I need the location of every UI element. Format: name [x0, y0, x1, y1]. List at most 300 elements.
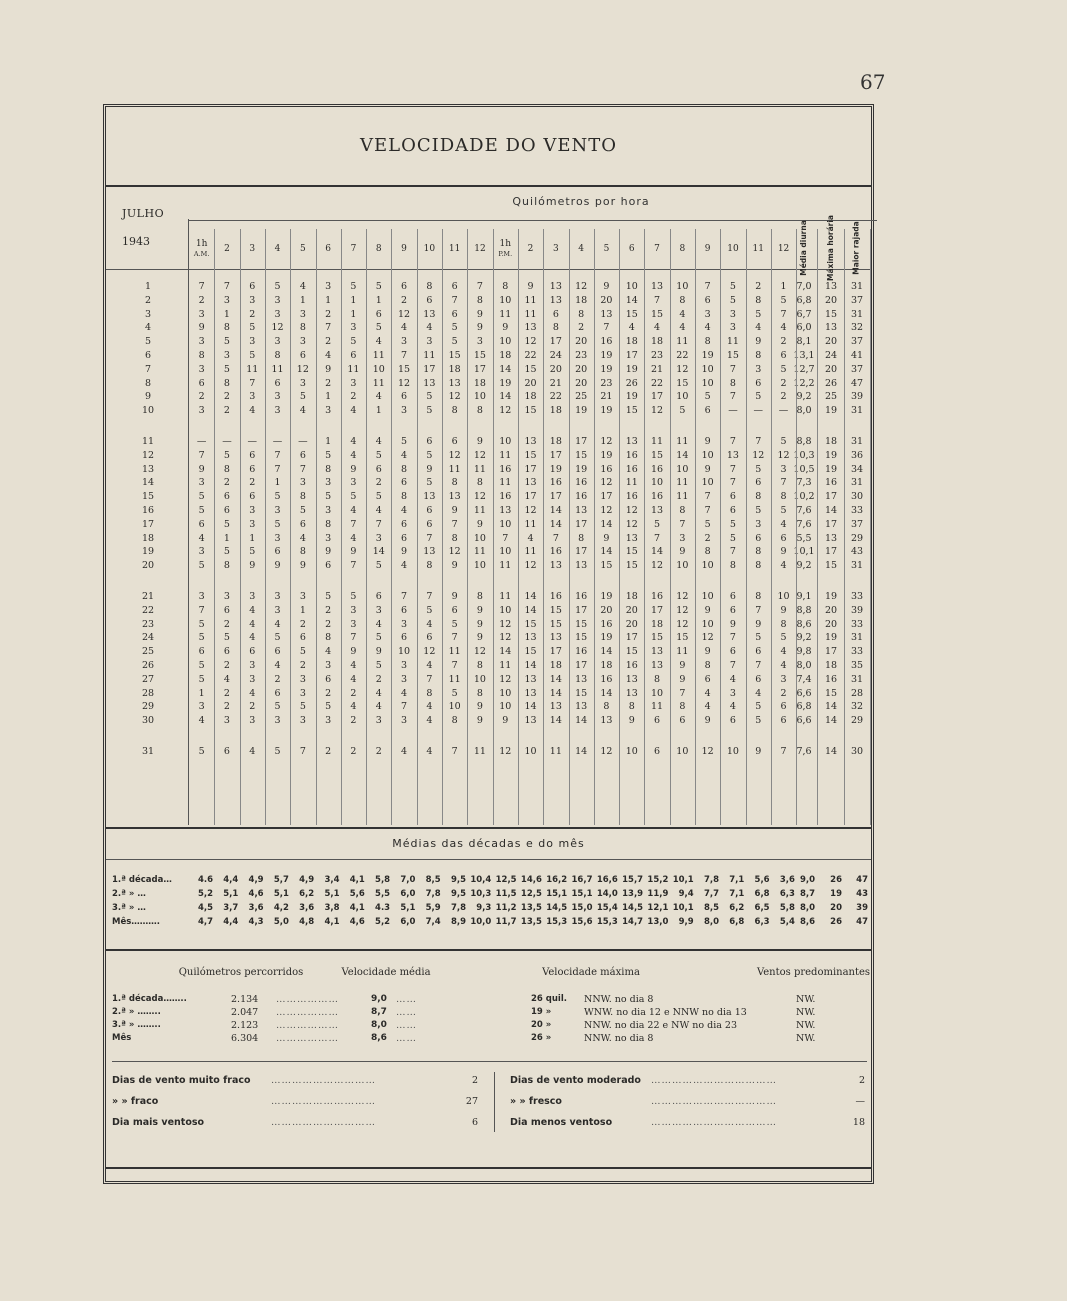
hour-value: 2 — [223, 477, 230, 489]
hour-value: 4 — [249, 604, 256, 616]
hour-value: 20 — [575, 363, 588, 375]
hour-value: 10 — [701, 591, 714, 602]
hour-value: 12 — [499, 618, 512, 630]
hour-value: 8 — [628, 701, 635, 713]
day-number: 26 — [141, 660, 155, 671]
mean-speed-value: 8,6 — [371, 1033, 387, 1043]
hour-value: 6 — [375, 591, 382, 602]
hour-value: 6 — [401, 518, 408, 530]
hour-value: 13 — [524, 715, 537, 727]
hour-value: 9 — [451, 591, 458, 602]
leader-dots: ……………… — [276, 1033, 339, 1044]
hour-value: 3 — [704, 308, 711, 320]
means-value: 4,4 — [223, 875, 239, 885]
hour-value: 11 — [372, 350, 385, 361]
hour-value: 2 — [325, 687, 332, 699]
hour-value: 14 — [575, 715, 588, 727]
hour-value: 6 — [729, 715, 736, 727]
count-label: Dia menos ventoso — [510, 1117, 613, 1128]
hour-value: 3 — [299, 591, 306, 602]
hour-value: 10 — [676, 746, 689, 757]
means-value: 5,6 — [754, 875, 770, 885]
hourly-max: 20 — [824, 618, 838, 630]
hour-value: 16 — [625, 491, 638, 503]
column-divider — [870, 229, 871, 825]
hour-value: 3 — [198, 363, 205, 375]
table-row — [106, 504, 877, 517]
hour-value: 2 — [299, 660, 306, 671]
divider — [106, 185, 871, 187]
means-value: 16,2 — [546, 875, 568, 885]
hour-value: 20 — [625, 604, 638, 616]
hourly-max: 16 — [824, 477, 838, 489]
day-number: 11 — [141, 436, 155, 447]
hour-value: 1 — [350, 308, 357, 320]
daily-mean: 8,8 — [796, 604, 812, 616]
hour-value: 3 — [198, 591, 205, 602]
hour-value: 6 — [780, 715, 787, 727]
day-number: 6 — [144, 350, 152, 361]
hour-value: 11 — [676, 491, 689, 503]
table-row — [106, 349, 877, 362]
daily-mean: 6,6 — [796, 687, 812, 699]
hour-value: 4 — [527, 532, 534, 544]
daily-mean: 8,8 — [796, 436, 812, 447]
hourly-max: 15 — [824, 687, 838, 699]
hour-value: 15 — [650, 632, 664, 644]
daily-mean: 9,2 — [796, 391, 812, 403]
hour-value: 5 — [198, 632, 205, 644]
hour-value: 20 — [524, 377, 537, 389]
hour-value: 9 — [704, 436, 711, 447]
column-divider — [695, 229, 696, 825]
hour-value: 2 — [780, 377, 787, 389]
hour-value: 4 — [704, 701, 711, 713]
hour-value: 18 — [549, 405, 562, 417]
hour-value: 8 — [729, 560, 736, 572]
means-row — [106, 887, 877, 901]
hour-value: 15 — [676, 377, 689, 389]
hour-value: 12 — [600, 477, 613, 489]
hour-value: 3 — [401, 673, 408, 685]
means-value: 10,4 — [470, 875, 492, 885]
hour-value: 9 — [476, 701, 483, 713]
hour-value: 6 — [401, 281, 408, 292]
hour-value: 6 — [325, 560, 332, 572]
table-frame — [103, 104, 874, 1184]
hour-value: 5 — [223, 546, 230, 558]
hour-value: 11 — [499, 449, 512, 461]
means-value: 4,9 — [299, 875, 315, 885]
means-value: 19 — [830, 889, 842, 899]
hour-value: 1 — [780, 281, 787, 292]
hour-value: 7 — [729, 546, 736, 558]
hour-header: 5 — [603, 244, 610, 254]
hour-value: 3 — [274, 604, 281, 616]
means-value: 11,2 — [495, 903, 517, 913]
max-gust: 47 — [850, 377, 864, 389]
column-divider — [290, 229, 291, 825]
hour-value: 11 — [676, 646, 689, 658]
hour-value: 9 — [527, 281, 534, 292]
daily-mean: 10,1 — [793, 546, 815, 558]
hour-value: 5 — [401, 436, 408, 447]
hour-value: 3 — [401, 660, 408, 671]
hour-value: 3 — [325, 477, 332, 489]
hour-value: 6 — [426, 632, 433, 644]
hour-value: 5 — [198, 618, 205, 630]
max-gust: 39 — [850, 391, 864, 403]
means-value: 4,6 — [248, 889, 264, 899]
hour-value: 4 — [350, 505, 357, 516]
hour-value: 7 — [729, 363, 736, 375]
table-row — [106, 518, 877, 531]
hour-value: 10 — [372, 363, 385, 375]
hour-value: 10 — [676, 391, 689, 403]
day-number: 2 — [144, 294, 152, 306]
means-value: 15,2 — [647, 875, 669, 885]
hour-value: 5 — [198, 505, 205, 516]
table-row — [106, 545, 877, 558]
hour-value: 4 — [249, 632, 256, 644]
hour-value: 5 — [274, 491, 281, 503]
hour-value: 13 — [423, 377, 436, 389]
hour-value: — — [196, 436, 207, 447]
means-value: 6,3 — [754, 917, 770, 927]
hour-value: 2 — [780, 336, 787, 348]
hour-value: 8 — [502, 281, 509, 292]
max-speed-header: Velocidade máxima — [542, 967, 640, 978]
day-number: 19 — [141, 546, 155, 558]
hour-value: 5 — [350, 336, 357, 348]
hourly-max: 20 — [824, 294, 838, 306]
hour-value: 11 — [676, 336, 689, 348]
hour-value: 12 — [676, 604, 689, 616]
means-value: 15,3 — [596, 917, 618, 927]
hour-value: 12 — [473, 646, 486, 658]
divider — [494, 1072, 495, 1132]
hour-value: 13 — [549, 281, 562, 292]
table-row — [106, 363, 877, 376]
daily-mean: 8,0 — [796, 660, 812, 671]
hour-value: 15 — [524, 618, 537, 630]
hour-value: 15 — [650, 449, 664, 461]
hour-value: 11 — [499, 477, 512, 489]
hour-value: 3 — [350, 322, 357, 334]
hour-value: 13 — [575, 673, 588, 685]
means-value: 11,7 — [495, 917, 517, 927]
means-value: 4,1 — [324, 917, 340, 927]
daily-mean: 9,1 — [796, 591, 812, 602]
hour-value: 15 — [625, 308, 638, 320]
hour-value: 16 — [549, 546, 562, 558]
hour-value: 15 — [575, 618, 588, 630]
means-value: 15,0 — [571, 903, 593, 913]
means-value: 5,2 — [197, 889, 213, 899]
hour-value: 8 — [578, 532, 585, 544]
means-value: 7,1 — [729, 889, 745, 899]
hour-value: 9 — [476, 632, 483, 644]
hour-value: 22 — [676, 350, 689, 361]
column-divider — [518, 229, 519, 825]
column-divider — [844, 229, 845, 825]
hour-value: 6 — [299, 518, 306, 530]
hour-value: 6 — [249, 646, 256, 658]
hour-value: 5 — [755, 505, 762, 516]
means-value: 15,6 — [571, 917, 593, 927]
hour-value: 7 — [679, 687, 686, 699]
hour-value: 15 — [726, 350, 739, 361]
hour-value: 11 — [473, 746, 486, 757]
hour-value: 9 — [350, 463, 357, 475]
hour-value: 19 — [600, 449, 613, 461]
hour-value: 3 — [476, 336, 483, 348]
table-row — [106, 700, 877, 713]
hour-value: 6 — [401, 604, 408, 616]
hour-value: 19 — [549, 463, 562, 475]
hour-value: 3 — [780, 673, 787, 685]
hour-value: 5 — [426, 449, 433, 461]
max-gust: 33 — [850, 591, 864, 602]
hour-value: 5 — [729, 518, 736, 530]
divider — [188, 220, 877, 221]
hour-value: 20 — [549, 363, 562, 375]
hour-value: 9 — [274, 560, 281, 572]
hour-value: 9 — [755, 336, 762, 348]
hour-value: 7 — [350, 560, 357, 572]
hour-value: 11 — [473, 505, 486, 516]
leader-dots: …… — [396, 1020, 417, 1031]
means-value: 15,1 — [571, 889, 593, 899]
hour-value: 9 — [780, 604, 787, 616]
column-divider — [543, 229, 544, 825]
hour-value: 3 — [249, 294, 256, 306]
hour-value: 2 — [350, 746, 357, 757]
hour-value: 5 — [299, 505, 306, 516]
hour-value: 10 — [448, 701, 461, 713]
day-number: 17 — [141, 518, 155, 530]
hour-value: 21 — [600, 391, 613, 403]
hour-value: 4 — [780, 518, 787, 530]
hour-value: 8 — [476, 405, 483, 417]
hour-value: 5 — [350, 491, 357, 503]
hour-value: 14 — [600, 687, 613, 699]
table-row — [106, 490, 877, 503]
hour-value: 7 — [502, 532, 509, 544]
hour-value: 12 — [448, 391, 461, 403]
daily-mean: 7,4 — [796, 673, 812, 685]
means-value: 5,0 — [273, 917, 289, 927]
hour-value: 4 — [654, 322, 661, 334]
hour-value: 15 — [448, 350, 461, 361]
column-divider — [670, 229, 671, 825]
hour-value: 12 — [777, 449, 790, 461]
hour-value: 12 — [524, 336, 537, 348]
hour-value: 5 — [375, 560, 382, 572]
hourly-max: 20 — [824, 363, 838, 375]
day-number: 28 — [141, 687, 155, 699]
hour-value: 1 — [325, 294, 332, 306]
means-value: 4,7 — [197, 917, 213, 927]
hour-value: 13 — [524, 436, 537, 447]
hour-value: 10 — [499, 701, 512, 713]
hour-value: 14 — [499, 646, 512, 658]
hour-value: 3 — [249, 336, 256, 348]
hour-value: 15 — [524, 405, 537, 417]
hour-value: 19 — [625, 391, 638, 403]
leader-dots: ……………… — [276, 1007, 339, 1018]
hour-value: 9 — [476, 715, 483, 727]
means-value: 6,3 — [779, 889, 795, 899]
hour-value: 7 — [451, 660, 458, 671]
daily-mean: 7,6 — [796, 505, 812, 516]
hour-value: 3 — [198, 701, 205, 713]
hour-value: 12 — [701, 632, 714, 644]
hour-value: 14 — [549, 518, 562, 530]
hour-value: 5 — [249, 546, 256, 558]
hour-value: 15 — [524, 449, 537, 461]
hour-value: 16 — [600, 463, 613, 475]
hour-value: 19 — [600, 350, 613, 361]
hour-value: 8 — [679, 505, 686, 516]
hour-value: 3 — [223, 591, 230, 602]
hourly-max: 18 — [824, 436, 838, 447]
hour-value: 2 — [274, 673, 281, 685]
hour-value: 6 — [299, 350, 306, 361]
hour-value: 5 — [780, 294, 787, 306]
daily-mean: 9,2 — [796, 632, 812, 644]
hour-value: 8 — [679, 701, 686, 713]
leader-dots: ……………… — [276, 994, 339, 1005]
daily-mean: 12,7 — [793, 363, 815, 375]
hour-value: 5 — [780, 632, 787, 644]
hour-value: 4 — [198, 532, 205, 544]
hour-value: 17 — [575, 604, 588, 616]
hour-value: 3 — [249, 505, 256, 516]
hour-value: 7 — [451, 632, 458, 644]
hour-value: 4 — [679, 322, 686, 334]
hour-value: 23 — [575, 350, 588, 361]
hour-value: 3 — [299, 673, 306, 685]
hour-value: 11 — [726, 336, 739, 348]
hour-value: 8 — [729, 377, 736, 389]
means-value: 5,7 — [273, 875, 289, 885]
max-gust: 31 — [850, 477, 864, 489]
hour-value: 16 — [575, 491, 588, 503]
means-value: 14,5 — [546, 903, 568, 913]
divider — [106, 949, 871, 951]
hour-value: 3 — [299, 477, 306, 489]
table-row — [106, 604, 877, 617]
max-gust: 31 — [850, 560, 864, 572]
hour-value: 7 — [654, 294, 661, 306]
hour-value: 11 — [372, 377, 385, 389]
hour-value: 13 — [650, 281, 664, 292]
hour-value: 12 — [423, 646, 436, 658]
hour-value: 15 — [600, 560, 613, 572]
max-gust: 34 — [850, 463, 864, 475]
hour-value: 6 — [755, 673, 762, 685]
hour-value: 9 — [198, 463, 205, 475]
hourly-max: 14 — [824, 715, 838, 727]
hour-value: 8 — [401, 491, 408, 503]
max-gust: 35 — [850, 660, 864, 671]
hour-value: 5 — [426, 405, 433, 417]
hour-value: 8 — [198, 350, 205, 361]
hour-value: 10 — [473, 560, 486, 572]
max-speed-value: 26 » — [531, 1033, 552, 1043]
hour-value: 14 — [499, 363, 512, 375]
hour-value: 15 — [549, 604, 562, 616]
hour-value: 8 — [780, 618, 787, 630]
hour-value: 14 — [676, 449, 689, 461]
hour-value: 8 — [476, 294, 483, 306]
predominant-winds-header: Ventos predominantes — [756, 967, 871, 978]
hour-value: 3 — [375, 604, 382, 616]
hour-value: 5 — [780, 505, 787, 516]
hour-value: 5 — [198, 673, 205, 685]
summary-label: 1.ª década…….. — [112, 994, 187, 1004]
hour-value: 6 — [780, 350, 787, 361]
means-value: 6,2 — [729, 903, 745, 913]
count-label: Dia mais ventoso — [112, 1117, 205, 1128]
hour-value: 5 — [375, 322, 382, 334]
hour-value: 5 — [755, 391, 762, 403]
hour-value: 2 — [350, 715, 357, 727]
hourly-max: 15 — [824, 308, 838, 320]
day-number: 21 — [141, 591, 155, 602]
hour-value: 13 — [549, 632, 562, 644]
hour-value: 10 — [676, 281, 689, 292]
hourly-max: 13 — [824, 532, 838, 544]
hour-value: 3 — [325, 660, 332, 671]
max-gust: 33 — [850, 505, 864, 516]
hour-value: 4 — [249, 618, 256, 630]
hour-value: 11 — [473, 463, 486, 475]
means-value: 10,1 — [672, 903, 694, 913]
hour-value: 15 — [575, 687, 588, 699]
hour-value: 5 — [426, 604, 433, 616]
hour-value: 6 — [729, 591, 736, 602]
hour-value: — — [753, 405, 763, 417]
hour-value: 5 — [729, 532, 736, 544]
hour-value: 8 — [451, 405, 458, 417]
hour-value: 13 — [549, 294, 562, 306]
means-value: 4,1 — [349, 875, 365, 885]
max-gust: 37 — [850, 363, 864, 375]
hour-value: 17 — [549, 449, 562, 461]
extra-header — [846, 223, 868, 273]
hour-header: 7 — [654, 244, 660, 254]
hour-value: 5 — [198, 746, 205, 757]
leader-dots: …… — [396, 994, 417, 1005]
hour-value: 2 — [780, 391, 787, 403]
hour-value: 5 — [755, 463, 762, 475]
divider — [188, 219, 189, 825]
hour-value: 5 — [375, 491, 382, 503]
hour-value: 1 — [299, 294, 306, 306]
hour-value: 4 — [249, 746, 256, 757]
means-value: 7,8 — [450, 903, 466, 913]
hour-value: 3 — [223, 715, 230, 727]
hour-value: 3 — [274, 308, 281, 320]
day-number: 14 — [141, 477, 155, 489]
hour-value: 3 — [249, 591, 256, 602]
max-gust: 31 — [850, 673, 864, 685]
hour-value: 4 — [375, 391, 382, 403]
means-value: 15,1 — [546, 889, 568, 899]
hour-value: 3 — [198, 308, 205, 320]
